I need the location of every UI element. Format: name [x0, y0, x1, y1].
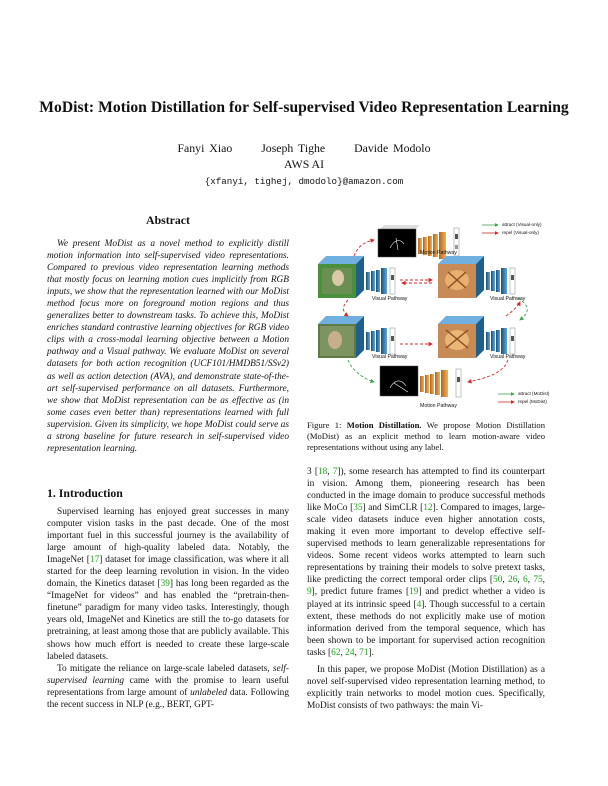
citation-link[interactable]: 18 [317, 467, 328, 477]
right-column-paragraph-1: 3 [18, 7]), some research has attempted to find its counterpart in vision. Among them, pioneering research has been conducted in the image domain to produce successful methods like MoCo [35] and SimCLR [12]. Compared to images, large-scale video datasets induce even higher annotation costs, making it even more important to develop effective self-supervised methods to learn generalizable representations for videos. Some recent videos works attempted to learn such representations by training their models to solve pretext tasks, like predicting the correct temporal order clips [50, 26, 6, 75, 9], predict future frames [19] and predict whether a video is played at its intrinsic speed [4]. Though successful to a certain extent, these methods do not explicitly make use of motion information derived from the temporal sequence, which has been shown to be important for supervised action recognition tasks [62, 24, 71]. [307, 467, 546, 658]
citation-link[interactable]: 9 [307, 587, 312, 598]
citation-link[interactable]: 24 [345, 647, 355, 658]
citation-link[interactable]: 4 [416, 599, 422, 610]
motion-clip-bottom [380, 366, 461, 397]
author-name: Fanyi Xiao [177, 141, 233, 155]
visual-pathway-label: Visual Pathway [490, 354, 526, 360]
abstract-heading: Abstract [146, 213, 190, 227]
citation-link[interactable]: 19 [409, 587, 419, 598]
visual-clip-bottom-left [318, 316, 395, 358]
right-column-paragraph-2: In this paper, we propose MoDist (Motion Distillation) as a novel self-supervised video representation learning method, to explicitly train networks to model motion cues. Specifically, MoDist consists of two pathways: the main Vi- [307, 665, 545, 712]
motion-pathway-label: Motion Pathway [420, 403, 457, 409]
citation-link[interactable]: 7 [332, 467, 338, 477]
visual-pathway-label: Visual Pathway [490, 296, 526, 302]
affiliation: AWS AI [283, 157, 325, 171]
citation-link[interactable]: 50 [493, 575, 503, 586]
citation-link[interactable]: 26 [508, 575, 518, 586]
intro-paragraph-2: To mitigate the reliance on large-scale labeled datasets, self-supervised learning came with the promise to learn useful representations from large amount of unlabeled data. Following the recent success in NLP (e.g., BERT, GPT- [47, 664, 289, 711]
abstract-text: We present MoDist as a novel method to explicitly distill motion information into self-supervised video representations. Compared to previous video representation learning methods that mostly focus on learning motion cues implicitly from RGB inputs, we show that the representation learned with our MoDist method focus more on foreground motion regions and thus generalizes better to downstream tasks. To achieve this, MoDist enriches standard contrastive learning objectives for RGB video clips with a cross-modal learning objective between a Motion pathway and a Visual pathway. We evaluate MoDist on several datasets for both action recognition (UCF101/HMDB51/SSv2) as well as action detection (AVA), and demonstrate state-of-the-art self-supervised performance on all datasets. Furthermore, we show that MoDist representation can be as effective as (in some cases even better than) representations learned with full supervision. Given its simplicity, we hope MoDist could serve as a strong baseline for future research in self-supervised video representation learning. [47, 239, 289, 454]
author-name: Joseph Tighe [261, 141, 326, 155]
citation-link[interactable]: 35 [353, 503, 363, 514]
citation-link[interactable]: 6 [523, 575, 528, 586]
citation-link[interactable]: 17 [89, 555, 100, 566]
motion-pathway-label: Motion Pathway [420, 250, 457, 256]
paper-title: MoDist: Motion Distillation for Self-supervised Video Representation Learning [39, 99, 569, 116]
figure-caption [307, 420, 545, 454]
emphasis-text: self-supervised learning [47, 664, 289, 687]
citation-link[interactable]: 71 [359, 647, 369, 658]
visual-clip-top-right [438, 256, 515, 298]
visual-pathway-label: Visual Pathway [372, 354, 408, 360]
visual-clip-top-left [318, 256, 395, 298]
citation-link[interactable]: 75 [533, 575, 543, 586]
citation-link[interactable]: 12 [423, 503, 433, 514]
intro-paragraph-1: Supervised learning has enjoyed great successes in many computer vision tasks in the past decade. One of the most important fuel in this successful journey is the availability of large amount of high-quality labeled data. Notably, the ImageNet [17] dataset for image classification, was where it all started for the deep learning revolution in vision. In the video domain, the Kinetics dataset [39] has long been regarded as the “ImageNet for videos” and has enabled the “pretrain-then-finetune” paradigm for many video tasks. Interestingly, though years old, ImageNet and Kinetics are still the to-go datasets for pretraining, at least among those that are publicly available. This shows how much effort is needed to create these large-scale labeled datasets. [47, 507, 289, 662]
legend-attract-visual-only: attract (Visual-only) [502, 222, 542, 227]
legend-repel-modist: repel (MoDist) [518, 399, 547, 404]
author-name: Davide Modolo [354, 141, 431, 155]
caption-title: Motion Distillation. [346, 420, 422, 430]
emphasis-text: unlabeled [190, 688, 228, 699]
author-email: {xfanyi, tighej, dmodolo}@amazon.com [204, 176, 404, 187]
caption-text: We propose Motion Distillation (MoDist) as an explicit method to learn motion-aware video representations without using any label. [307, 420, 545, 453]
legend-repel-visual-only: repel (Visual-only) [502, 230, 539, 235]
visual-clip-bottom-right [438, 316, 515, 358]
legend-attract-modist: attract (MoDist) [518, 391, 550, 396]
citation-link[interactable]: 62 [331, 647, 341, 658]
visual-pathway-label: Visual Pathway [372, 296, 408, 302]
caption-label: Figure 1: [307, 420, 342, 430]
figure-motion-distillation [308, 220, 550, 416]
author-list [0, 141, 608, 156]
section-heading-introduction: 1. Introduction [47, 486, 123, 500]
citation-link[interactable]: 39 [160, 579, 170, 590]
